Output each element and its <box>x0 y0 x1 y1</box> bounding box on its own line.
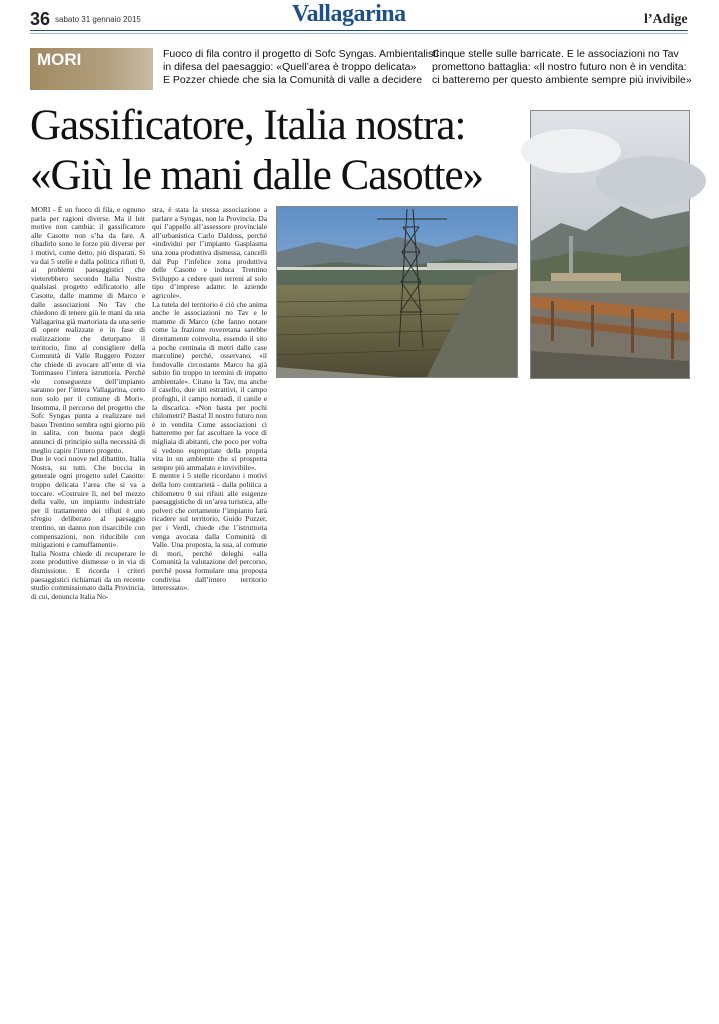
paragraph: E mentre i 5 stelle ricordano i motivi della loro contrarietà - dalla politica a chilometro 0 sui rifiuti alle esigenze paesaggistiche di un’area turistica, alle polveri che certamente l’impianto farà ricadere sul territorio, Guido Pozzer, per i Verdi, chiede che l’istruttoria venga avocata dalla Comunità di Valle. Una proposta, la sua, al comune di mori, perché deleghi «alla Comunità la valutazione del percorso, perché possa formulare una proposta condivisa dall’intero territorio interessato». <box>152 471 267 593</box>
header-rule <box>30 30 688 31</box>
kicker-right <box>432 48 692 87</box>
article-column-1 <box>31 205 145 601</box>
kicker-right-line: Cinque stelle sulle barricate. E le associazioni no Tav <box>432 48 679 60</box>
kicker-right-line: ci batteremo per questo ambiente sempre più invivibile» <box>432 74 692 86</box>
header-rule-thin <box>30 33 688 34</box>
kicker-left-line: in difesa del paesaggio: «Quell’area è troppo delicata» <box>163 61 417 73</box>
page-number: 36 <box>30 9 51 29</box>
paragraph: Italia Nostra chiede di recuperare le zone produttive dismesse o in via di dismissione. E ricorda i criteri paesaggistici richiamati da un recente studio commissionato dalla Provincia, di cui, denuncia Italia No- <box>31 548 145 601</box>
location-label: MORI <box>37 50 82 69</box>
section-title: Vallagarina <box>292 1 406 27</box>
article-column-2 <box>152 205 267 593</box>
photo-mountains-guardrail-image <box>531 111 689 378</box>
photo-field-pylon-image <box>277 207 517 377</box>
paragraph: stra, è stata la stessa associazione a parlare a Syngas, non la Provincia. Da qui l’appello all’assessore provinciale all’urbanistica Carlo Daldoss, perché «individui per l’impianto Gasplasma una zona produttiva dismessa, cancelli dal Pup l’infelice zona produttiva delle Casotte e induca Trentino Sviluppo a cedere quei terreni al solo tipo d’imprese adatte: le aziende agricole». <box>152 205 267 300</box>
paragraph: La tutela del territorio è ciò che anima anche le associazioni no Tav e le mamme di Marco (che fanno notare come la frazione roveretana sarebbe direttamente coinvolta, essendo il sito a poche centinaia di metri dalle case marcoline) perché, osservano, «il fondovalle circostante Marco ha già subito fin troppo in termini di impatto ambientale». Citano la Tav, ma anche il casello, due siti estrattivi, il campo profughi, il campo nomadi, il canile e la discarica. «Non basta per pochi chilometri? Basta! Il nostro futuro non è in vendita Come associazioni ci batteremo per far ascoltare la voce di migliaia di abitanti, che poco per volta si vedono espropriate della propria vita in un ambiente che si prospetta sempre più ammalato e invivibile». <box>152 299 267 472</box>
headline-line-2: «Giù le mani dalle Casotte» <box>30 152 484 199</box>
newspaper-name: l’Adige <box>644 12 688 27</box>
kicker-left-line: E Pozzer chiede che sia la Comunità di valle a decidere <box>163 74 423 86</box>
kicker-left <box>163 48 439 87</box>
paragraph: MORI - È un fuoco di fila, e ognuno parla per ragioni diverse. Ma il leit motive non cambia: il gassificatore alle Casotte non s’ha da fare. A ribadirlo sono le forze più diverse per i motivi, come detto, più disparati. Si va dai 5 stelle e dalla politica rifiuti 0, ai problemi paesaggistici che vieterebbero secondo Italia Nostra qualsiasi progetto edificatorio alle Casotte, dalle mamme di Marco e dalle associazioni No Tav che chiedono di tenere giù le mani da una Vallagarina già martoriata da una serie di opere realizzate e in fase di realizzazione che deturpano il territorio, fino al consigliere della Comunità di Valle Ruggero Pozzer che chiede di avocare all’ente di via Tommaseo l’intera istruttoria. Perché «le conseguenze dell’impianto saranno per l’intera Vallagarina, certo non solo per il comune di Mori». Insomma, il percorso del progetto che Sofc Syngas punta a realizzare nel basso Trentino sembra ogni giorno più in salita, con buona pace degli annunci di principio sulla necessità di meglio capire l’intero progetto. <box>31 205 145 455</box>
kicker-left-line: Fuoco di fila contro il progetto di Sofc Syngas. Ambientalisti <box>163 48 439 60</box>
photo-mountains-guardrail <box>530 110 690 379</box>
kicker-right-line: promettono battaglia: «Il nostro futuro non è in vendita: <box>432 61 687 73</box>
paragraph: Due le voci nuove nel dibattito. Italia Nostra, su tutti. Che boccia in generale ogni progetto sulel Casotte: troppo delicata l’area che si va a toccare. «Costruire lì, nel bel mezzo della valle, un impianto industriale per il trattamento dei rifiuti è uno sfregio deliberato al paesaggio trentino, un danno non risarcibile con compensazioni, non riducibile con mitigazioni e camuffamenti». <box>31 454 145 550</box>
photo-field-pylon <box>276 206 518 378</box>
page-date: sabato 31 gennaio 2015 <box>55 15 141 24</box>
headline-line-1: Gassificatore, Italia nostra: <box>30 102 466 149</box>
